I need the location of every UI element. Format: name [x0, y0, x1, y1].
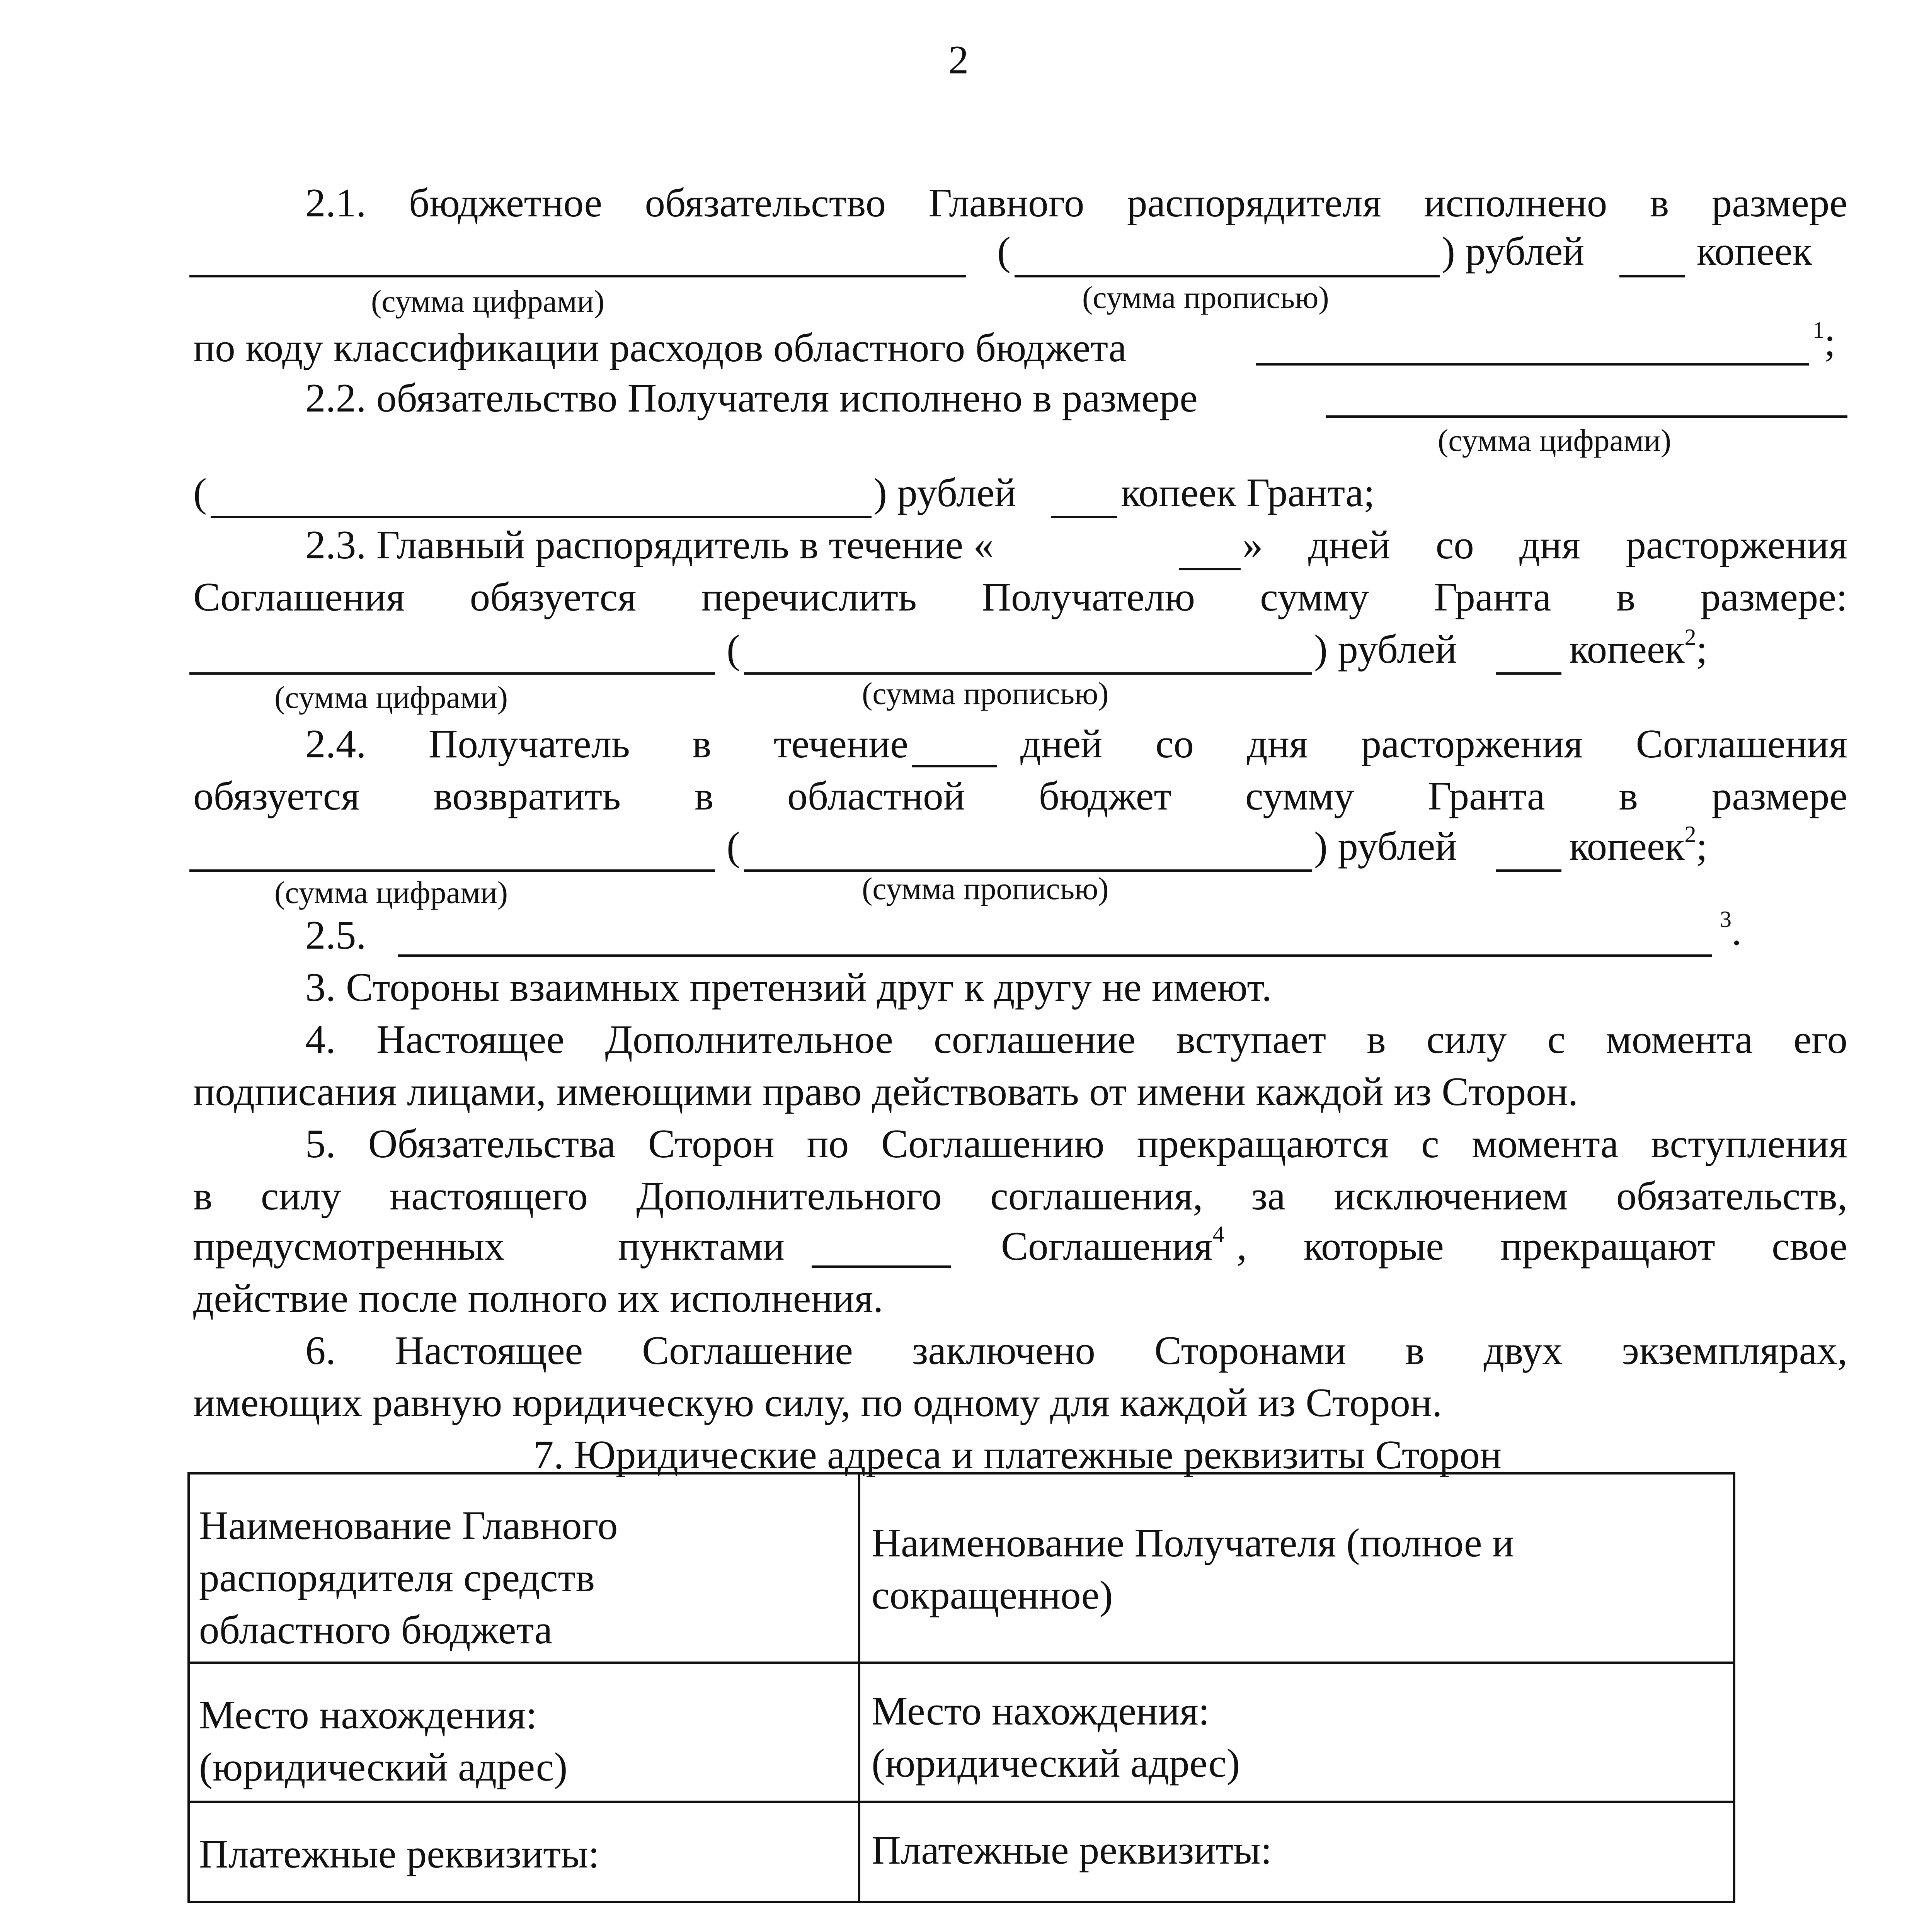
- blank-kopecks: [1496, 869, 1561, 872]
- table-divider: [858, 1472, 860, 1903]
- p2-2-line1: 2.2. обязательство Получателя исполнено в размере: [305, 375, 1198, 420]
- s7-right-location: Место нахождения: (юридический адрес): [872, 1688, 1240, 1786]
- p2-3-open: (: [727, 626, 740, 672]
- s7-left-location: Место нахождения: (юридический адрес): [199, 1692, 568, 1789]
- p2-4-open: (: [727, 823, 740, 869]
- p2-2-rubles: ) рублей: [873, 470, 1016, 515]
- p2-5-end: $^3$.: [1720, 906, 1742, 954]
- p2-3-line1a: 2.3. Главный распорядитель в течение «: [305, 522, 994, 567]
- s7-recipient-name: Наименование Получателя (полное и сокращенное): [872, 1520, 1514, 1617]
- blank-words: [211, 516, 872, 518]
- p4-line1: 4. Настоящее Дополнительное соглашение вступает в силу с момента его: [305, 1017, 1847, 1062]
- blank-kopecks: [1051, 516, 1117, 518]
- p4-line2: подписания лицами, имеющими право действовать от имени каждой из Сторон.: [193, 1069, 1578, 1114]
- p5-line3a: предусмотренных пунктами: [193, 1223, 785, 1269]
- p2-4-cap-words: (сумма прописью): [862, 871, 1109, 906]
- p2-1-line3: по коду классификации расходов областного бюджета: [193, 325, 1127, 370]
- p2-1-kopecks: копеек: [1697, 228, 1812, 274]
- p2-3-cap-words: (сумма прописью): [862, 676, 1109, 711]
- table-row-divider: [187, 1801, 1735, 1803]
- p2-3-line1b: » дней со дня расторжения: [1243, 522, 1847, 567]
- p2-4-cap-digits: (сумма цифрами): [274, 875, 508, 910]
- page-number: 2: [948, 37, 969, 82]
- p6-line2: имеющих равную юридическую силу, по одному для каждой из Сторон.: [193, 1380, 1442, 1425]
- p2-1-end: $^1$;: [1813, 317, 1836, 364]
- p2-1-open: (: [997, 228, 1011, 274]
- p5-line1: 5. Обязательства Сторон по Соглашению прекращаются с момента вступления: [305, 1121, 1847, 1166]
- p2-1-rubles: ) рублей: [1442, 228, 1585, 274]
- p2-2-cap-digits: (сумма цифрами): [1438, 423, 1672, 458]
- p2-4-line1b: дней со дня расторжения Соглашения: [1020, 721, 1847, 766]
- blank-digits: [189, 672, 715, 675]
- p2-4-rubles: ) рублей: [1314, 823, 1457, 869]
- p2-1-line1: 2.1. бюджетное обязательство Главного распорядителя исполнено в размере: [305, 180, 1847, 225]
- p2-4-line1a: 2.4. Получатель в течение: [305, 721, 908, 766]
- p2-3-rubles: ) рублей: [1314, 626, 1457, 672]
- blank-words: [1015, 275, 1440, 277]
- p2-2-open: (: [193, 470, 207, 515]
- blank-2-5: [398, 954, 1712, 957]
- p3: 3. Стороны взаимных претензий друг к другу не имеют.: [305, 964, 1272, 1010]
- p2-3-kopecks: копеек$^2$;: [1569, 624, 1708, 672]
- p2-4-kopecks: копеек$^2$;: [1569, 821, 1708, 869]
- p5-line3c: , которые прекращают свое: [1237, 1223, 1847, 1269]
- blank-kopecks: [1496, 672, 1561, 675]
- blank-days: [1179, 568, 1241, 570]
- p2-4-line2: обязуется возвратить в областной бюджет сумму Гранта в размере: [193, 773, 1847, 818]
- blank-digits: [1326, 415, 1847, 418]
- p6-line1: 6. Настоящее Соглашение заключено Сторонами в двух экземплярах,: [305, 1328, 1847, 1373]
- p2-2-kopecks: копеек Гранта;: [1121, 470, 1375, 515]
- blank-days: [912, 765, 997, 767]
- p2-1-cap-words: (сумма прописью): [1082, 280, 1329, 315]
- section7-title: 7. Юридические адреса и платежные реквизиты Сторон: [533, 1432, 1502, 1477]
- p2-3-line2: Соглашения обязуется перечислить Получателю сумму Гранта в размере:: [193, 574, 1847, 619]
- blank-code: [1256, 363, 1809, 366]
- table-row-divider: [187, 1662, 1735, 1664]
- s7-main-distributor-name: Наименование Главного распорядителя средств областного бюджета: [199, 1503, 618, 1652]
- p2-3-cap-digits: (сумма цифрами): [274, 680, 508, 715]
- s7-right-payment: Платежные реквизиты:: [872, 1827, 1272, 1872]
- blank-points: [812, 1265, 951, 1268]
- p5-line2: в силу настоящего Дополнительного соглашения, за исключением обязательств,: [193, 1173, 1847, 1218]
- blank-kopecks: [1619, 275, 1685, 277]
- p2-5-label: 2.5.: [305, 912, 366, 957]
- blank-digits: [189, 869, 715, 872]
- blank-digits: [189, 275, 966, 277]
- s7-left-payment: Платежные реквизиты:: [199, 1831, 599, 1876]
- p5-line4: действие после полного их исполнения.: [193, 1276, 884, 1321]
- p2-1-cap-digits: (сумма цифрами): [371, 284, 605, 319]
- p5-line3b: Соглашения$^4$: [1001, 1221, 1224, 1269]
